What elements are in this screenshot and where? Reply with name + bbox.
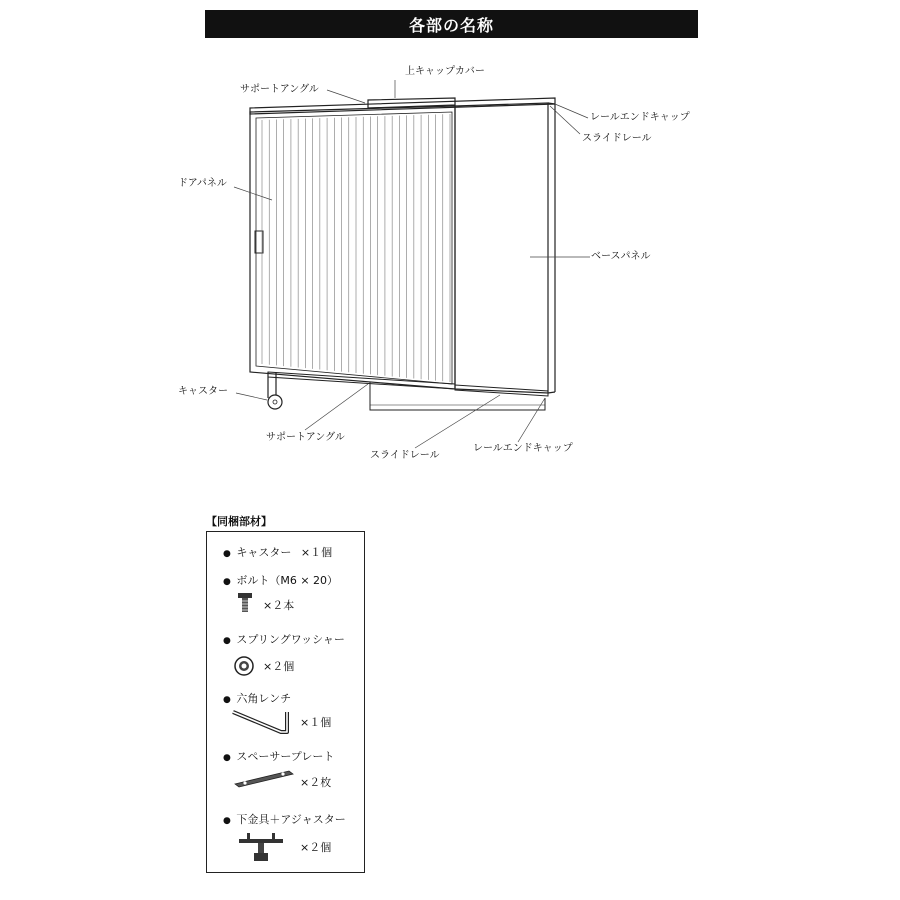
part-qty: ×１個: [300, 716, 332, 729]
page-title: 各部の名称: [205, 10, 698, 38]
part-item-hex-wrench: [223, 692, 291, 707]
part-item-caster: [223, 546, 332, 561]
label-door-panel: ドアパネル: [178, 178, 227, 189]
bolt-icon: [237, 592, 253, 614]
part-name: ボルト（M6 × 20）: [236, 574, 339, 587]
label-slide-rail-bottom: スライドレール: [370, 450, 440, 461]
label-support-angle-top: サポートアングル: [240, 84, 319, 95]
label-caster: キャスター: [178, 386, 228, 397]
part-item-spring-washer: [223, 633, 345, 648]
part-qty: ×１個: [300, 546, 333, 559]
label-support-angle-bottom: サポートアングル: [266, 432, 345, 443]
hex-wrench-icon: [231, 708, 291, 736]
part-item-spacer-plate: [223, 750, 334, 765]
top-rail: [250, 98, 555, 114]
part-qty: ×２本: [263, 599, 295, 612]
part-name: 六角レンチ: [236, 692, 292, 705]
bracket-adjuster-icon: [237, 831, 287, 865]
spring-washer-icon: [233, 655, 255, 677]
spacer-plate-icon: [233, 768, 297, 790]
label-top-cap-cover: 上キャップカバー: [405, 66, 485, 77]
part-qty: ×２枚: [300, 776, 332, 789]
label-slide-rail-top: スライドレール: [582, 133, 652, 144]
part-item-bracket-adjuster: [223, 813, 346, 828]
parts-heading: 【同梱部材】: [206, 515, 272, 528]
part-item-bolt: [223, 574, 338, 589]
part-qty: ×２個: [300, 841, 332, 854]
part-name: キャスター: [236, 546, 292, 559]
part-name: 下金具＋アジャスター: [236, 813, 346, 826]
part-qty: ×２個: [263, 660, 295, 673]
caster-wheel: [268, 395, 282, 409]
parts-list: [206, 531, 365, 873]
door-panel-shape: [250, 106, 455, 389]
base-panel-shape: [455, 103, 548, 393]
label-base-panel: ベースパネル: [591, 251, 651, 262]
label-rail-end-cap-top: レールエンドキャップ: [590, 112, 690, 123]
part-name: スペーサープレート: [236, 750, 335, 763]
label-rail-end-cap-bottom: レールエンドキャップ: [473, 443, 573, 454]
part-name: スプリングワッシャー: [236, 633, 345, 646]
